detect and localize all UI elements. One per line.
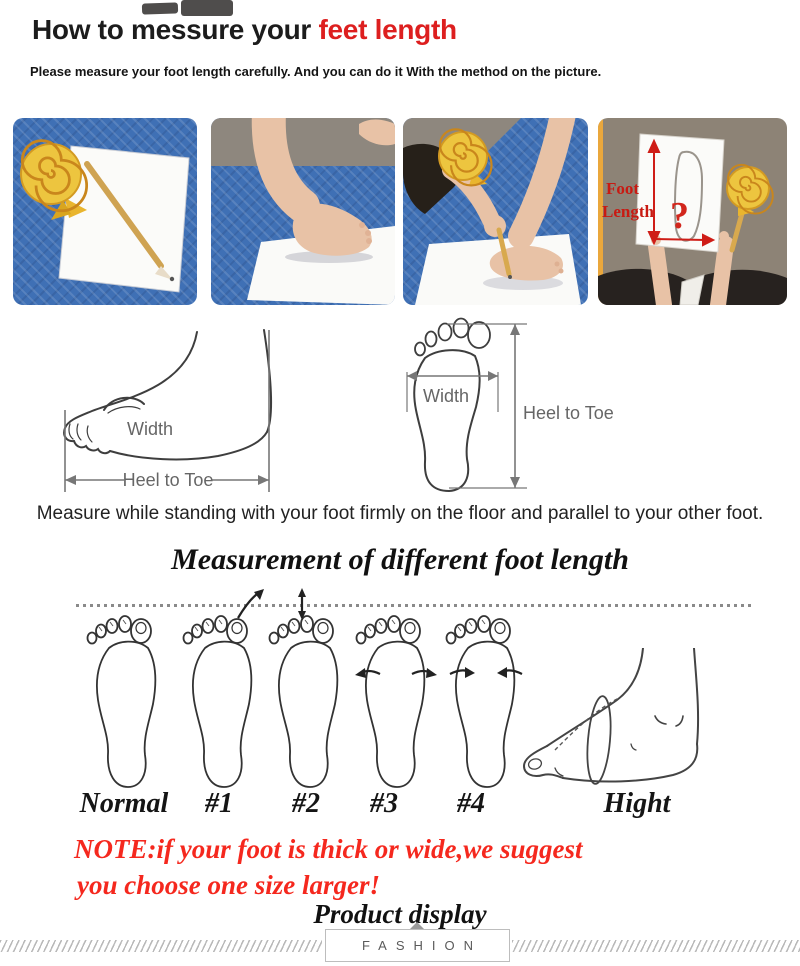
width-label: Width (423, 386, 470, 406)
width-label: Width (127, 419, 174, 439)
photo-step3-illustration (403, 118, 588, 305)
photo-step2-stand-on-paper (211, 118, 395, 305)
clothing (696, 270, 787, 305)
question-mark: ? (670, 195, 689, 237)
foot-label-1: #1 (205, 788, 233, 819)
right-arm (718, 244, 726, 305)
hand (484, 215, 506, 237)
photo-step4-show-outline (598, 118, 787, 305)
heel-to-toe-label: Heel to Toe (523, 403, 614, 423)
divider-hatch-right (512, 940, 800, 952)
product-display-heading: Product display (313, 899, 487, 929)
page-title-red: feet length (318, 14, 457, 45)
foot-length-label-line2: Length (602, 202, 654, 221)
side-view-diagram (48, 320, 288, 500)
top-view-diagram (395, 314, 630, 500)
foot-label-3: #3 (370, 788, 398, 819)
foot-diagram-normal (80, 588, 174, 788)
foot-label-normal: Normal (79, 788, 169, 819)
foot-diagram-hight (515, 648, 715, 786)
foot-diagram-2 (262, 588, 356, 788)
clothing (598, 269, 690, 305)
measure-caption: Measure while standing with your foot firmly on the floor and parallel to your other foot. (36, 503, 764, 524)
girth-ellipse (584, 695, 614, 785)
foot-label-hight: Hight (603, 788, 671, 819)
fashion-banner: FASHION (325, 929, 510, 962)
heel-to-toe-label: Heel to Toe (122, 470, 214, 490)
photo-step1-illustration (13, 118, 197, 305)
note-line-2: you choose one size larger! (77, 870, 380, 900)
photo-step3-trace-foot (403, 118, 588, 305)
foot-side-outline (64, 330, 271, 459)
page-title (32, 14, 457, 46)
page-title-black: How to messure your (32, 14, 319, 45)
note-line-1: NOTE:if your foot is thick or wide,we suggest (74, 834, 583, 864)
page-subtitle: Please measure your foot length carefully. And you can do it With the method on the picture. (30, 64, 602, 79)
photo-step4-illustration (598, 118, 787, 305)
lollipop-icon (727, 165, 773, 250)
foot-diagram-3 (348, 588, 444, 788)
photo-step2-illustration (211, 118, 395, 305)
foot-length-label-line1: Foot (606, 179, 640, 198)
measurement-lines (65, 330, 269, 492)
foot-label-4: #4 (457, 788, 485, 819)
divider-hatch-left (0, 940, 322, 952)
artifact-smudge (142, 2, 178, 14)
foot-diagram-1 (176, 588, 270, 788)
leg-and-foot (490, 118, 564, 281)
foot-label-2: #2 (292, 788, 320, 819)
measurement-heading: Measurement of different foot length (171, 543, 629, 576)
left-arm (656, 246, 664, 305)
photo-step1-pencil-paper (13, 118, 197, 305)
